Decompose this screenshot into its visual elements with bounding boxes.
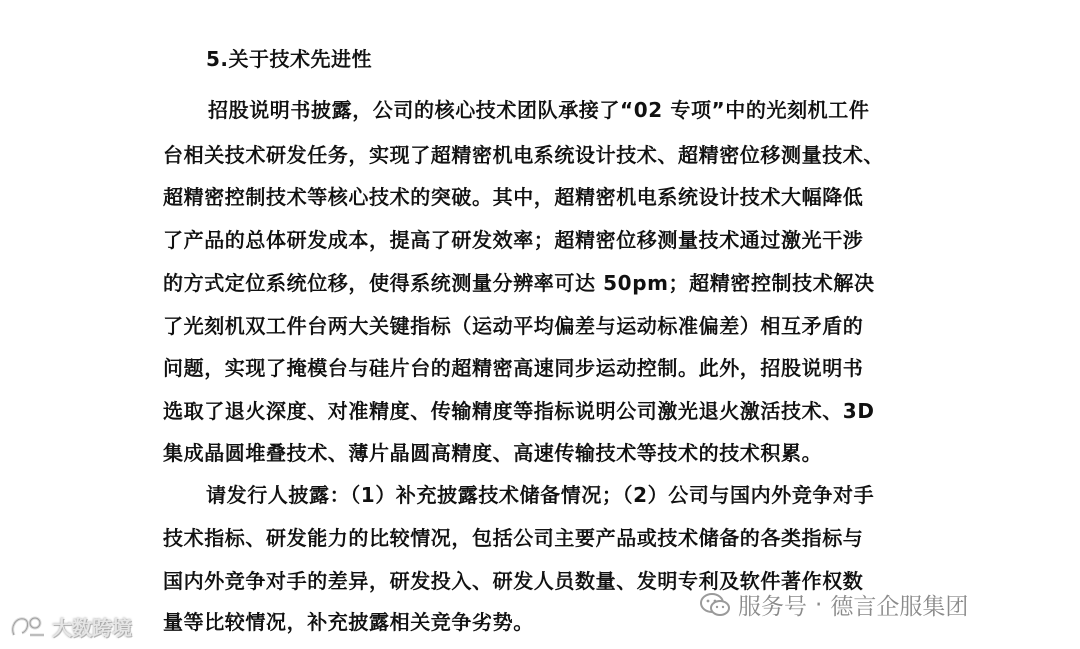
- text-line: 问题，实现了掩模台与硅片台的超精密高速同步运动控制。此外，招股说明书: [163, 356, 864, 380]
- watermark-left-text: 大数跨境: [52, 616, 132, 640]
- text-line: 选取了退火深度、对准精度、传输精度等指标说明公司激光退火激活技术、3D: [163, 399, 875, 423]
- text-line: 技术指标、研发能力的比较情况，包括公司主要产品或技术储备的各类指标与: [163, 526, 864, 550]
- wechat-icon: [700, 592, 730, 618]
- text-line: 招股说明书披露，公司的核心技术团队承接了“02 专项”中的光刻机工件: [208, 98, 870, 122]
- section-heading: 5.关于技术先进性: [206, 47, 373, 71]
- text-line: 的方式定位系统位移，使得系统测量分辨率可达 50pm；超精密控制技术解决: [163, 271, 875, 295]
- text-line: 超精密控制技术等核心技术的突破。其中，超精密机电系统设计技术大幅降低: [163, 185, 864, 209]
- watermark-dashujuajing: [8, 612, 132, 641]
- text-line: 了光刻机双工件台两大关键指标（运动平均偏差与运动标准偏差）相互矛盾的: [163, 314, 864, 338]
- text-line: 国内外竞争对手的差异，研发投入、研发人员数量、发明专利及软件著作权数: [163, 569, 864, 593]
- watermark-service-account: [700, 588, 968, 621]
- watermark-account-name: 德言企服集团: [830, 594, 969, 620]
- watermark-separator: ·: [815, 591, 823, 618]
- watermark-service-label: 服务号: [738, 594, 807, 620]
- text-line: 集成晶圆堆叠技术、薄片晶圆高精度、高速传输技术等技术的技术积累。: [163, 441, 823, 465]
- text-line: 请发行人披露：（1）补充披露技术储备情况；（2）公司与国内外竞争对手: [206, 483, 875, 507]
- watermark-logo-icon: [8, 613, 48, 641]
- text-line: 了产品的总体研发成本，提高了研发效率；超精密位移测量技术通过激光干涉: [163, 228, 864, 252]
- text-line: 量等比较情况，补充披露相关竞争劣势。: [163, 610, 534, 634]
- text-line: 台相关技术研发任务，实现了超精密机电系统设计技术、超精密位移测量技术、: [163, 143, 884, 167]
